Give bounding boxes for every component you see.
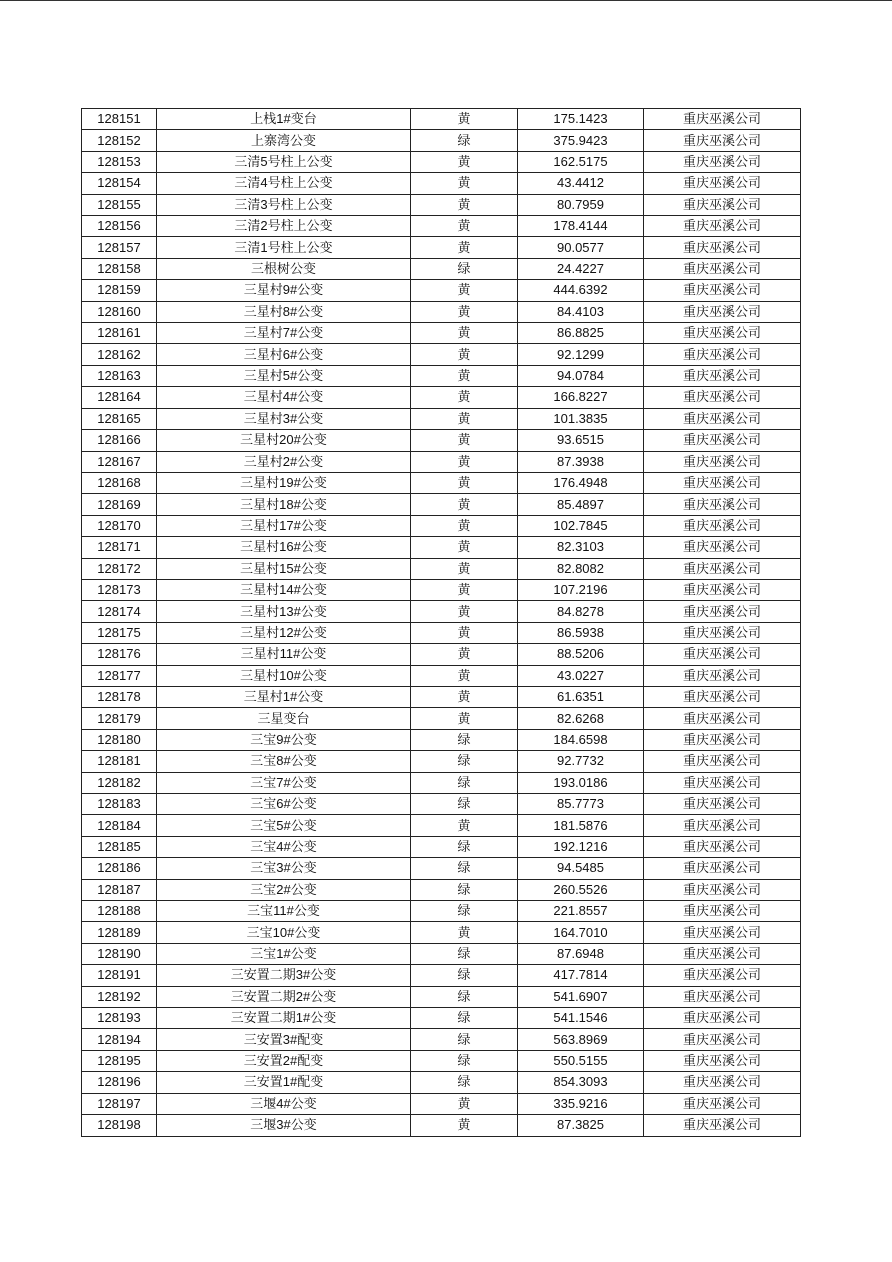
color-status-cell: 黄	[411, 323, 518, 344]
id-cell: 128163	[82, 365, 157, 386]
name-cell: 三清3号柱上公变	[157, 194, 411, 215]
color-status-cell: 黄	[411, 708, 518, 729]
id-cell: 128173	[82, 579, 157, 600]
company-cell: 重庆巫溪公司	[644, 109, 801, 130]
value-cell: 178.4144	[518, 216, 644, 237]
id-cell: 128184	[82, 815, 157, 836]
company-cell: 重庆巫溪公司	[644, 151, 801, 172]
color-status-cell: 黄	[411, 815, 518, 836]
color-status-cell: 黄	[411, 387, 518, 408]
color-status-cell: 黄	[411, 194, 518, 215]
company-cell: 重庆巫溪公司	[644, 216, 801, 237]
value-cell: 175.1423	[518, 109, 644, 130]
name-cell: 三星村1#公变	[157, 686, 411, 707]
table-row	[82, 151, 801, 172]
table-row	[82, 858, 801, 879]
table-row	[82, 365, 801, 386]
id-cell: 128191	[82, 965, 157, 986]
company-cell: 重庆巫溪公司	[644, 558, 801, 579]
value-cell: 87.6948	[518, 943, 644, 964]
color-status-cell: 黄	[411, 537, 518, 558]
table-row	[82, 965, 801, 986]
value-cell: 417.7814	[518, 965, 644, 986]
name-cell: 三星村3#公变	[157, 408, 411, 429]
color-status-cell: 绿	[411, 901, 518, 922]
id-cell: 128192	[82, 986, 157, 1007]
color-status-cell: 黄	[411, 1093, 518, 1114]
id-cell: 128190	[82, 943, 157, 964]
value-cell: 107.2196	[518, 579, 644, 600]
color-status-cell: 黄	[411, 644, 518, 665]
color-status-cell: 黄	[411, 665, 518, 686]
id-cell: 128166	[82, 430, 157, 451]
id-cell: 128154	[82, 173, 157, 194]
color-status-cell: 黄	[411, 601, 518, 622]
name-cell: 三清1号柱上公变	[157, 237, 411, 258]
color-status-cell: 绿	[411, 729, 518, 750]
value-cell: 92.7732	[518, 751, 644, 772]
company-cell: 重庆巫溪公司	[644, 751, 801, 772]
id-cell: 128198	[82, 1115, 157, 1136]
table-row	[82, 1008, 801, 1029]
name-cell: 三星村7#公变	[157, 323, 411, 344]
name-cell: 三宝5#公变	[157, 815, 411, 836]
company-cell: 重庆巫溪公司	[644, 130, 801, 151]
id-cell: 128195	[82, 1050, 157, 1071]
value-cell: 541.6907	[518, 986, 644, 1007]
company-cell: 重庆巫溪公司	[644, 1115, 801, 1136]
value-cell: 102.7845	[518, 515, 644, 536]
value-cell: 82.8082	[518, 558, 644, 579]
name-cell: 三星村13#公变	[157, 601, 411, 622]
color-status-cell: 绿	[411, 130, 518, 151]
value-cell: 88.5206	[518, 644, 644, 665]
id-cell: 128181	[82, 751, 157, 772]
name-cell: 三安置1#配变	[157, 1072, 411, 1093]
id-cell: 128182	[82, 772, 157, 793]
table-row	[82, 751, 801, 772]
company-cell: 重庆巫溪公司	[644, 194, 801, 215]
name-cell: 三清4号柱上公变	[157, 173, 411, 194]
table-row	[82, 644, 801, 665]
color-status-cell: 绿	[411, 1072, 518, 1093]
id-cell: 128159	[82, 280, 157, 301]
color-status-cell: 黄	[411, 451, 518, 472]
color-status-cell: 绿	[411, 794, 518, 815]
color-status-cell: 黄	[411, 558, 518, 579]
id-cell: 128187	[82, 879, 157, 900]
company-cell: 重庆巫溪公司	[644, 729, 801, 750]
company-cell: 重庆巫溪公司	[644, 237, 801, 258]
table-row	[82, 665, 801, 686]
table-row	[82, 879, 801, 900]
value-cell: 176.4948	[518, 472, 644, 493]
color-status-cell: 绿	[411, 1008, 518, 1029]
name-cell: 三星村12#公变	[157, 622, 411, 643]
company-cell: 重庆巫溪公司	[644, 408, 801, 429]
name-cell: 三堰4#公变	[157, 1093, 411, 1114]
name-cell: 三星村20#公变	[157, 430, 411, 451]
color-status-cell: 绿	[411, 965, 518, 986]
company-cell: 重庆巫溪公司	[644, 430, 801, 451]
table-row	[82, 943, 801, 964]
id-cell: 128189	[82, 922, 157, 943]
name-cell: 三安置3#配变	[157, 1029, 411, 1050]
value-cell: 541.1546	[518, 1008, 644, 1029]
id-cell: 128155	[82, 194, 157, 215]
table-row	[82, 901, 801, 922]
name-cell: 三星村11#公变	[157, 644, 411, 665]
table-row	[82, 494, 801, 515]
value-cell: 85.7773	[518, 794, 644, 815]
table-row	[82, 237, 801, 258]
table-row	[82, 794, 801, 815]
table-row	[82, 815, 801, 836]
color-status-cell: 黄	[411, 344, 518, 365]
value-cell: 82.6268	[518, 708, 644, 729]
id-cell: 128176	[82, 644, 157, 665]
value-cell: 375.9423	[518, 130, 644, 151]
value-cell: 854.3093	[518, 1072, 644, 1093]
name-cell: 三星村19#公变	[157, 472, 411, 493]
transformer-table	[81, 108, 801, 1137]
company-cell: 重庆巫溪公司	[644, 323, 801, 344]
value-cell: 184.6598	[518, 729, 644, 750]
company-cell: 重庆巫溪公司	[644, 708, 801, 729]
table-row	[82, 579, 801, 600]
color-status-cell: 黄	[411, 109, 518, 130]
name-cell: 三堰3#公变	[157, 1115, 411, 1136]
company-cell: 重庆巫溪公司	[644, 472, 801, 493]
color-status-cell: 黄	[411, 472, 518, 493]
name-cell: 三安置二期2#公变	[157, 986, 411, 1007]
color-status-cell: 绿	[411, 751, 518, 772]
id-cell: 128174	[82, 601, 157, 622]
table-row	[82, 451, 801, 472]
name-cell: 三星村9#公变	[157, 280, 411, 301]
company-cell: 重庆巫溪公司	[644, 387, 801, 408]
table-row	[82, 344, 801, 365]
color-status-cell: 黄	[411, 1115, 518, 1136]
table-row	[82, 408, 801, 429]
table-row	[82, 130, 801, 151]
table-row	[82, 1050, 801, 1071]
color-status-cell: 黄	[411, 686, 518, 707]
table-row	[82, 216, 801, 237]
value-cell: 90.0577	[518, 237, 644, 258]
table-row	[82, 173, 801, 194]
id-cell: 128185	[82, 836, 157, 857]
company-cell: 重庆巫溪公司	[644, 815, 801, 836]
table-row	[82, 387, 801, 408]
color-status-cell: 黄	[411, 237, 518, 258]
id-cell: 128180	[82, 729, 157, 750]
name-cell: 三星村14#公变	[157, 579, 411, 600]
table-row	[82, 301, 801, 322]
value-cell: 563.8969	[518, 1029, 644, 1050]
table-row	[82, 472, 801, 493]
color-status-cell: 黄	[411, 216, 518, 237]
company-cell: 重庆巫溪公司	[644, 173, 801, 194]
company-cell: 重庆巫溪公司	[644, 451, 801, 472]
company-cell: 重庆巫溪公司	[644, 986, 801, 1007]
name-cell: 三宝9#公变	[157, 729, 411, 750]
table-row	[82, 986, 801, 1007]
id-cell: 128156	[82, 216, 157, 237]
table-body	[82, 109, 801, 1137]
value-cell: 61.6351	[518, 686, 644, 707]
id-cell: 128196	[82, 1072, 157, 1093]
value-cell: 80.7959	[518, 194, 644, 215]
company-cell: 重庆巫溪公司	[644, 901, 801, 922]
color-status-cell: 黄	[411, 622, 518, 643]
table-row	[82, 430, 801, 451]
name-cell: 三星村4#公变	[157, 387, 411, 408]
color-status-cell: 黄	[411, 151, 518, 172]
value-cell: 101.3835	[518, 408, 644, 429]
value-cell: 444.6392	[518, 280, 644, 301]
id-cell: 128157	[82, 237, 157, 258]
color-status-cell: 黄	[411, 301, 518, 322]
page-top-border	[0, 0, 892, 1]
id-cell: 128183	[82, 794, 157, 815]
value-cell: 92.1299	[518, 344, 644, 365]
name-cell: 三宝8#公变	[157, 751, 411, 772]
company-cell: 重庆巫溪公司	[644, 644, 801, 665]
table-row	[82, 537, 801, 558]
name-cell: 三宝10#公变	[157, 922, 411, 943]
company-cell: 重庆巫溪公司	[644, 494, 801, 515]
name-cell: 三星变台	[157, 708, 411, 729]
color-status-cell: 绿	[411, 836, 518, 857]
color-status-cell: 黄	[411, 494, 518, 515]
name-cell: 三宝11#公变	[157, 901, 411, 922]
id-cell: 128197	[82, 1093, 157, 1114]
id-cell: 128171	[82, 537, 157, 558]
value-cell: 85.4897	[518, 494, 644, 515]
name-cell: 三清2号柱上公变	[157, 216, 411, 237]
color-status-cell: 绿	[411, 879, 518, 900]
company-cell: 重庆巫溪公司	[644, 579, 801, 600]
name-cell: 三宝6#公变	[157, 794, 411, 815]
name-cell: 三星村16#公变	[157, 537, 411, 558]
value-cell: 86.5938	[518, 622, 644, 643]
name-cell: 三宝2#公变	[157, 879, 411, 900]
value-cell: 164.7010	[518, 922, 644, 943]
value-cell: 86.8825	[518, 323, 644, 344]
color-status-cell: 绿	[411, 1029, 518, 1050]
value-cell: 166.8227	[518, 387, 644, 408]
company-cell: 重庆巫溪公司	[644, 922, 801, 943]
name-cell: 三星村5#公变	[157, 365, 411, 386]
id-cell: 128152	[82, 130, 157, 151]
company-cell: 重庆巫溪公司	[644, 686, 801, 707]
table-row	[82, 194, 801, 215]
name-cell: 三宝4#公变	[157, 836, 411, 857]
value-cell: 43.4412	[518, 173, 644, 194]
color-status-cell: 绿	[411, 986, 518, 1007]
value-cell: 221.8557	[518, 901, 644, 922]
color-status-cell: 黄	[411, 408, 518, 429]
name-cell: 三宝7#公变	[157, 772, 411, 793]
name-cell: 上栈1#变台	[157, 109, 411, 130]
company-cell: 重庆巫溪公司	[644, 515, 801, 536]
company-cell: 重庆巫溪公司	[644, 344, 801, 365]
company-cell: 重庆巫溪公司	[644, 365, 801, 386]
value-cell: 193.0186	[518, 772, 644, 793]
value-cell: 192.1216	[518, 836, 644, 857]
color-status-cell: 绿	[411, 858, 518, 879]
id-cell: 128151	[82, 109, 157, 130]
company-cell: 重庆巫溪公司	[644, 537, 801, 558]
value-cell: 24.4227	[518, 258, 644, 279]
company-cell: 重庆巫溪公司	[644, 301, 801, 322]
table-row	[82, 323, 801, 344]
table-row	[82, 1072, 801, 1093]
table-row	[82, 109, 801, 130]
id-cell: 128193	[82, 1008, 157, 1029]
value-cell: 181.5876	[518, 815, 644, 836]
color-status-cell: 黄	[411, 173, 518, 194]
table-row	[82, 686, 801, 707]
color-status-cell: 绿	[411, 943, 518, 964]
value-cell: 84.8278	[518, 601, 644, 622]
table-row	[82, 258, 801, 279]
company-cell: 重庆巫溪公司	[644, 836, 801, 857]
table-row	[82, 601, 801, 622]
company-cell: 重庆巫溪公司	[644, 965, 801, 986]
table-row	[82, 1029, 801, 1050]
id-cell: 128194	[82, 1029, 157, 1050]
company-cell: 重庆巫溪公司	[644, 943, 801, 964]
id-cell: 128169	[82, 494, 157, 515]
company-cell: 重庆巫溪公司	[644, 280, 801, 301]
id-cell: 128172	[82, 558, 157, 579]
company-cell: 重庆巫溪公司	[644, 1050, 801, 1071]
name-cell: 三清5号柱上公变	[157, 151, 411, 172]
id-cell: 128175	[82, 622, 157, 643]
id-cell: 128179	[82, 708, 157, 729]
name-cell: 三安置二期3#公变	[157, 965, 411, 986]
id-cell: 128165	[82, 408, 157, 429]
color-status-cell: 绿	[411, 772, 518, 793]
id-cell: 128177	[82, 665, 157, 686]
color-status-cell: 黄	[411, 430, 518, 451]
company-cell: 重庆巫溪公司	[644, 1008, 801, 1029]
company-cell: 重庆巫溪公司	[644, 1072, 801, 1093]
color-status-cell: 黄	[411, 515, 518, 536]
company-cell: 重庆巫溪公司	[644, 665, 801, 686]
id-cell: 128186	[82, 858, 157, 879]
table-row	[82, 515, 801, 536]
name-cell: 三根树公变	[157, 258, 411, 279]
name-cell: 三星村8#公变	[157, 301, 411, 322]
value-cell: 82.3103	[518, 537, 644, 558]
table-row	[82, 922, 801, 943]
color-status-cell: 绿	[411, 1050, 518, 1071]
table-row	[82, 1115, 801, 1136]
value-cell: 94.0784	[518, 365, 644, 386]
id-cell: 128170	[82, 515, 157, 536]
value-cell: 93.6515	[518, 430, 644, 451]
table-row	[82, 708, 801, 729]
name-cell: 三星村17#公变	[157, 515, 411, 536]
name-cell: 三星村15#公变	[157, 558, 411, 579]
id-cell: 128164	[82, 387, 157, 408]
table-row	[82, 1093, 801, 1114]
color-status-cell: 黄	[411, 579, 518, 600]
value-cell: 87.3825	[518, 1115, 644, 1136]
color-status-cell: 黄	[411, 280, 518, 301]
value-cell: 335.9216	[518, 1093, 644, 1114]
value-cell: 550.5155	[518, 1050, 644, 1071]
name-cell: 三星村2#公变	[157, 451, 411, 472]
value-cell: 162.5175	[518, 151, 644, 172]
name-cell: 三星村18#公变	[157, 494, 411, 515]
name-cell: 三宝3#公变	[157, 858, 411, 879]
company-cell: 重庆巫溪公司	[644, 879, 801, 900]
id-cell: 128178	[82, 686, 157, 707]
table-row	[82, 558, 801, 579]
color-status-cell: 黄	[411, 922, 518, 943]
company-cell: 重庆巫溪公司	[644, 601, 801, 622]
name-cell: 三宝1#公变	[157, 943, 411, 964]
id-cell: 128162	[82, 344, 157, 365]
table-row	[82, 729, 801, 750]
value-cell: 84.4103	[518, 301, 644, 322]
name-cell: 三星村6#公变	[157, 344, 411, 365]
id-cell: 128161	[82, 323, 157, 344]
value-cell: 94.5485	[518, 858, 644, 879]
id-cell: 128167	[82, 451, 157, 472]
company-cell: 重庆巫溪公司	[644, 772, 801, 793]
color-status-cell: 黄	[411, 365, 518, 386]
company-cell: 重庆巫溪公司	[644, 258, 801, 279]
company-cell: 重庆巫溪公司	[644, 858, 801, 879]
name-cell: 三安置2#配变	[157, 1050, 411, 1071]
name-cell: 三星村10#公变	[157, 665, 411, 686]
id-cell: 128158	[82, 258, 157, 279]
name-cell: 上寨湾公变	[157, 130, 411, 151]
table-row	[82, 836, 801, 857]
company-cell: 重庆巫溪公司	[644, 1029, 801, 1050]
company-cell: 重庆巫溪公司	[644, 622, 801, 643]
table-row	[82, 772, 801, 793]
table-row	[82, 622, 801, 643]
name-cell: 三安置二期1#公变	[157, 1008, 411, 1029]
id-cell: 128188	[82, 901, 157, 922]
company-cell: 重庆巫溪公司	[644, 794, 801, 815]
id-cell: 128160	[82, 301, 157, 322]
id-cell: 128168	[82, 472, 157, 493]
value-cell: 260.5526	[518, 879, 644, 900]
id-cell: 128153	[82, 151, 157, 172]
value-cell: 43.0227	[518, 665, 644, 686]
table-row	[82, 280, 801, 301]
color-status-cell: 绿	[411, 258, 518, 279]
value-cell: 87.3938	[518, 451, 644, 472]
company-cell: 重庆巫溪公司	[644, 1093, 801, 1114]
